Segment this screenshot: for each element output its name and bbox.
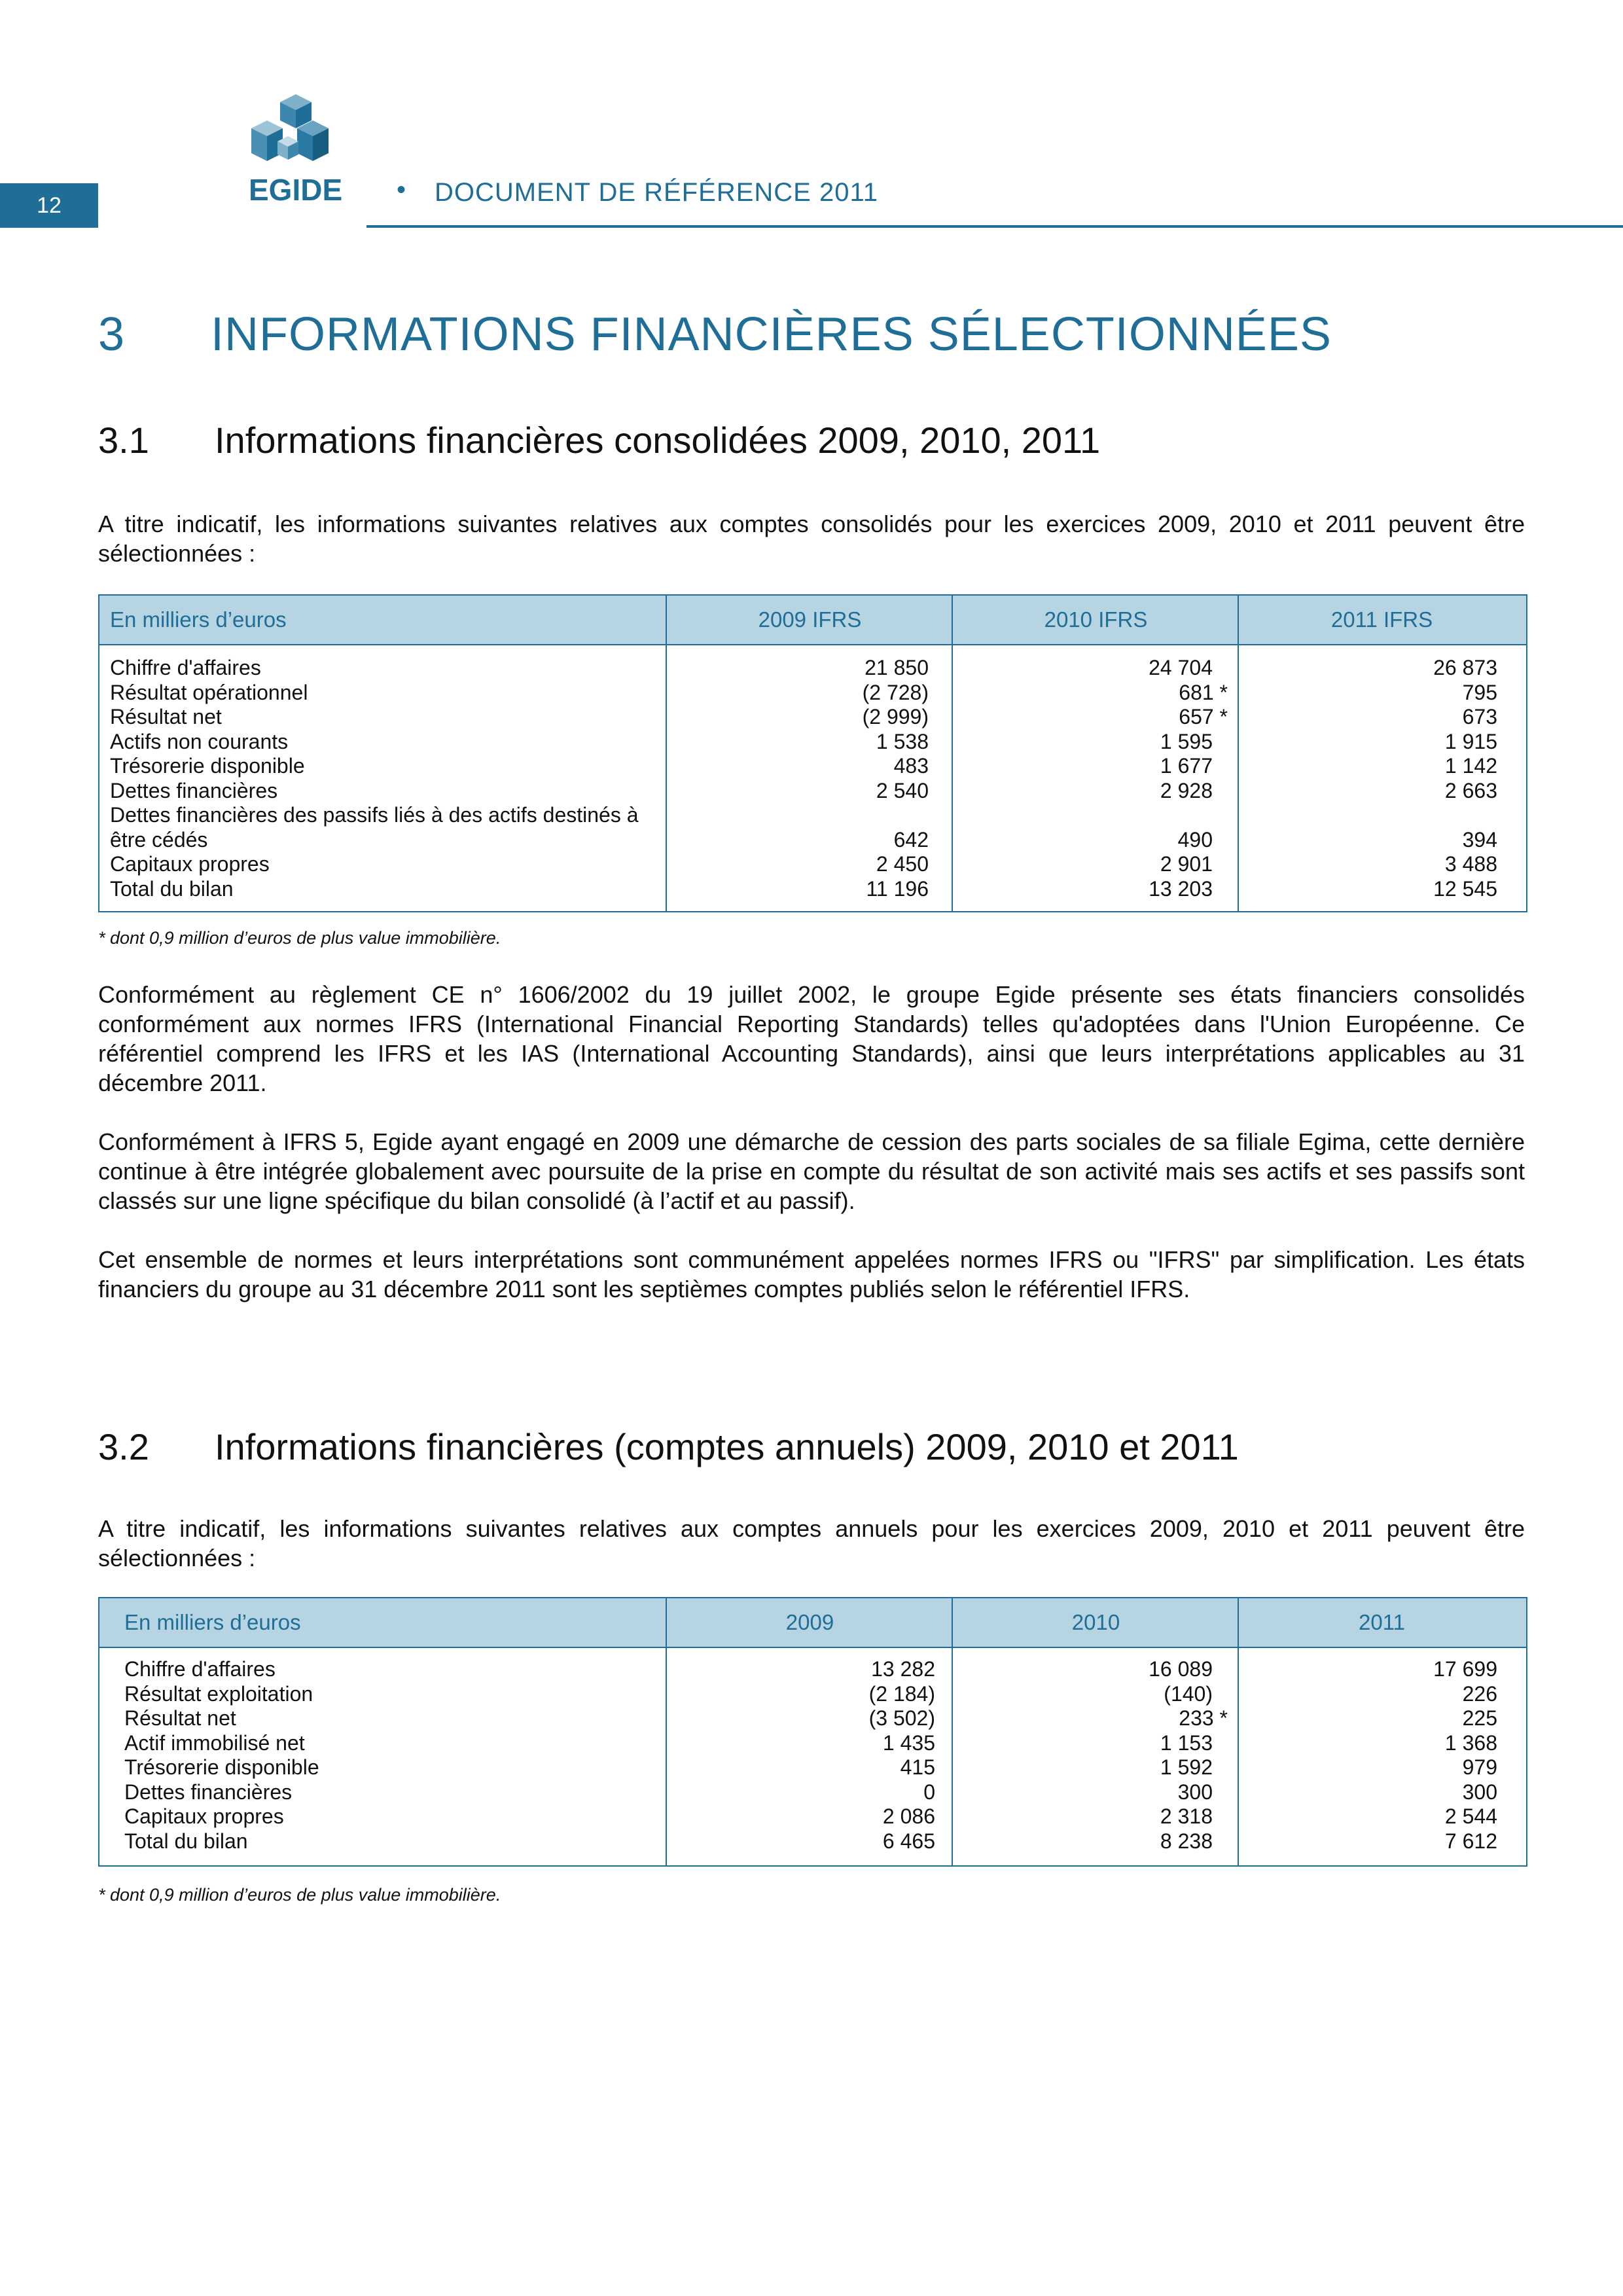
table-cell: (2 999): [862, 705, 929, 728]
row-label: Résultat net: [124, 1706, 236, 1730]
document-title: DOCUMENT DE RÉFÉRENCE 2011: [435, 178, 878, 207]
table-cell: 1 368: [1444, 1731, 1497, 1755]
table-cell: 2 928: [1160, 778, 1213, 802]
subsection-title: Informations financières consolidées 2009, 2010, 2011: [215, 420, 1101, 461]
table-cell: 2 086: [882, 1804, 935, 1828]
table-cell: 12 545: [1433, 876, 1497, 901]
row-label: Actif immobilisé net: [124, 1731, 305, 1755]
row-label: Dettes financières des passifs liés à des actifs destinés à: [110, 803, 639, 827]
table-cell: 16 089: [1149, 1657, 1213, 1681]
column-header: 2010 IFRS: [1044, 607, 1148, 632]
table-cell: 21 850: [865, 656, 929, 679]
subsection-number: 3.1: [98, 420, 149, 461]
paragraph: Conformément à IFRS 5, Egide ayant engagé en 2009 une démarche de cession des parts sociales de sa filiale Egima, cette dernière continue à être intégrée globalement avec poursuite de la prise en compte du résultat de son activité mais ses actifs et ses passifs sont classés sur une ligne spécifique du bilan consolidé (à l’actif et au passif).: [98, 1128, 1525, 1214]
table-cell: 24 704: [1149, 656, 1213, 679]
table-cell: 300: [1177, 1780, 1213, 1804]
table-cell: 795: [1462, 680, 1497, 704]
row-label: Chiffre d'affaires: [124, 1657, 276, 1681]
table-cell: 11 196: [866, 876, 929, 901]
table-cell: 1 677: [1160, 754, 1213, 778]
table-cell: [953, 803, 1228, 828]
table-header: [99, 1598, 1526, 1648]
row-label: Actifs non courants: [110, 729, 289, 753]
table-cell: 979: [1462, 1755, 1497, 1779]
subsection-number: 3.2: [98, 1426, 149, 1467]
table-cell: 1 915: [1444, 729, 1497, 753]
table-cell: 7 612: [1444, 1829, 1497, 1853]
table-cell: 1 153: [1160, 1731, 1213, 1755]
column-header: 2009: [785, 1610, 834, 1634]
header-bullet: •: [397, 175, 406, 204]
subsection-title: Informations financières (comptes annuels) 2009, 2010 et 2011: [215, 1426, 1239, 1467]
annual-accounts-table: [98, 1597, 1527, 1867]
table-cell: 2 544: [1444, 1804, 1497, 1828]
table-cell: 8 238: [1160, 1829, 1213, 1853]
table-cell: 225: [1462, 1706, 1497, 1730]
table-cell: 13 282: [871, 1657, 935, 1681]
table-cell: 0: [923, 1780, 935, 1804]
table-cell: 2 540: [876, 778, 929, 802]
column-header: 2009 IFRS: [758, 607, 862, 632]
column-2010: [953, 1657, 1228, 1854]
table-cell: 2 901: [1160, 852, 1213, 876]
row-label: Trésorerie disponible: [124, 1755, 319, 1779]
table-cell: 415: [900, 1755, 935, 1779]
table-cell: 2 450: [876, 852, 929, 876]
row-label: Capitaux propres: [124, 1804, 284, 1828]
table-cell: (2 184): [868, 1681, 935, 1706]
column-header: 2011 IFRS: [1330, 607, 1433, 632]
table-cell: 226: [1462, 1681, 1497, 1706]
consolidated-table: [98, 594, 1527, 912]
column-header: 2011: [1359, 1610, 1405, 1634]
column-header: En milliers d’euros: [124, 1610, 301, 1634]
table-cell: 2 318: [1160, 1804, 1213, 1828]
row-label: Trésorerie disponible: [110, 754, 305, 778]
table-cell: 26 873: [1433, 656, 1497, 679]
column-header: 2010: [1071, 1610, 1120, 1634]
footnote: * dont 0,9 million d’euros de plus value immobilière.: [98, 928, 501, 948]
table-cell: 300: [1462, 1780, 1497, 1804]
table-cell: 3 488: [1444, 852, 1497, 876]
table-cell: 483: [893, 754, 929, 778]
row-label: être cédés: [110, 827, 208, 852]
row-label: Chiffre d'affaires: [110, 656, 261, 679]
table-cell: 1 435: [882, 1731, 935, 1755]
row-label: Total du bilan: [110, 876, 234, 901]
paragraph: Conformément au règlement CE n° 1606/2002 du 19 juillet 2002, le groupe Egide présente ses états financiers consolidés conformément aux normes IFRS (International Financial Reporting Standards) telles qu'adoptées dans l'Union Européenne. Ce référentiel comprend les IFRS et les IAS (International Accounting Standards), ainsi que leurs interprétations applicables au 31 décembre 2011.: [98, 981, 1525, 1096]
table-cell: 1 538: [876, 729, 929, 753]
row-labels: [110, 656, 639, 901]
table-cell: 1 595: [1160, 729, 1213, 753]
table-cell: 13 203: [1149, 876, 1213, 901]
column-header: En milliers d’euros: [110, 607, 287, 632]
table-header: [99, 596, 1526, 645]
logo-text: EGIDE: [249, 173, 343, 206]
paragraph: Cet ensemble de normes et leurs interprétations sont communément appelées normes IFRS ou "IFRS" par simplification. Les états financiers du groupe au 31 décembre 2011 sont les septièmes comptes publiés selon le référentiel IFRS.: [98, 1246, 1525, 1302]
table-cell: 394: [1462, 827, 1497, 852]
section-number: 3: [98, 308, 125, 361]
table-cell: 657 *: [1179, 705, 1228, 728]
column-2011: [1239, 656, 1497, 901]
table-cell: [1239, 803, 1497, 828]
row-label: Total du bilan: [124, 1829, 248, 1853]
egide-logo-icon: [247, 88, 365, 206]
table-cell: 6 465: [882, 1829, 935, 1853]
column-2009: [667, 1657, 935, 1854]
table-cell: 642: [893, 827, 929, 852]
table-cell: (2 728): [862, 680, 929, 704]
row-label: Dettes financières: [110, 778, 278, 802]
table-cell: 2 663: [1444, 778, 1497, 802]
intro-paragraph: A titre indicatif, les informations suivantes relatives aux comptes consolidés pour les exercices 2009, 2010 et 2011 peuvent être sélectionnées :: [98, 511, 1525, 567]
column-2009: [667, 656, 929, 901]
row-label: Dettes financières: [124, 1780, 293, 1804]
intro-paragraph: A titre indicatif, les informations suivantes relatives aux comptes annuels pour les exercices 2009, 2010 et 2011 peuvent être sélectionnées :: [98, 1515, 1525, 1571]
page-number: 12: [0, 183, 98, 228]
table-cell: 673: [1462, 705, 1497, 728]
row-label: Résultat exploitation: [124, 1681, 313, 1706]
table-cell: 490: [1177, 827, 1213, 852]
table-cell: [667, 803, 929, 828]
row-label: Résultat net: [110, 705, 222, 728]
table-cell: 1 142: [1444, 754, 1497, 778]
table-cell: 233 *: [1179, 1706, 1228, 1730]
section-title: INFORMATIONS FINANCIÈRES SÉLECTIONNÉES: [211, 308, 1332, 361]
header-rule: [366, 225, 1623, 228]
footnote: * dont 0,9 million d’euros de plus value immobilière.: [98, 1885, 501, 1905]
row-labels: [124, 1657, 319, 1854]
table-cell: 681 *: [1179, 680, 1228, 704]
column-2010: [953, 656, 1228, 901]
table-cell: 17 699: [1433, 1657, 1497, 1681]
table-cell: (140): [1164, 1681, 1213, 1706]
row-label: Capitaux propres: [110, 852, 270, 876]
row-label: Résultat opérationnel: [110, 680, 308, 704]
column-2011: [1239, 1657, 1497, 1854]
table-cell: (3 502): [868, 1706, 935, 1730]
table-cell: 1 592: [1160, 1755, 1213, 1779]
